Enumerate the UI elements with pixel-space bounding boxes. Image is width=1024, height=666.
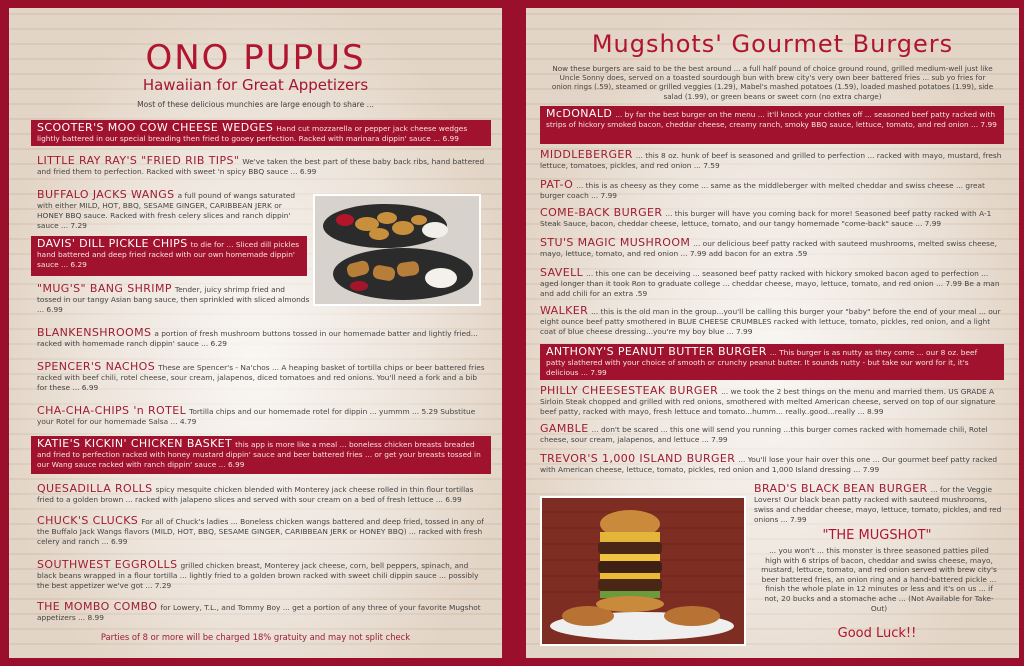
menu-item-trevors-1000-island: TREVOR'S 1,000 ISLAND BURGER ... You'll lose your hair over this one ... Our gourmet beef patty racked with American cheese, lettuce, tomato, pickles, red onion and 1,000 Island dressing ... 7.99 (540, 452, 998, 474)
menu-item-middleberger: MIDDLEBERGER ... this 8 oz. hunk of beef is seasoned and grilled to perfection ... racked with mayo, mustard, fresh lettuce, tomatoes, pickles, and red onion ... 7.59 (540, 148, 1002, 170)
menu-item-spencers-nachos: SPENCER'S NACHOS These are Spencer's - Na'chos ... A heaping basket of tortilla chips or beer battered fries racked with beef chili, rotel cheese, sour cream, jalapenos, diced tomatoes and red onions. You'll need a fork and a bib for these ... 6.99 (37, 360, 485, 392)
burgers-intro: Now these burgers are said to be the best around ... a full half pound of choice ground round, grilled medium-well just like Uncle Sonny does, served on a toasted sourdough bun with brew city's very own beer battered fries ... sub yo fries for onion rings (.59), steamed or grilled veggies (1.29), Mabel's mashed potatoes (1.59), loaded mashed potatoes (1.99), side salad (1.99), or green beans or sweet corn (no extra charge) (551, 64, 994, 101)
appetizers-intro: Most of these delicious munchies are large enough to share ... (137, 100, 374, 109)
menu-item-little-ray-ray: LITTLE RAY RAY'S "FRIED RIB TIPS" We've taken the best part of these baby back ribs, hand battered and fried them to perfection. Racked with sweet 'n spicy BBQ sauce ... 6.99 (37, 154, 485, 176)
appetizer-photo (313, 194, 481, 306)
menu-item-mcdonald: McDONALD ... by far the best burger on the menu ... it'll knock your clothes off ... seasoned beef patty racked with strips of hickory smoked bacon, cheddar cheese, creamy ranch, smoky BBQ sauce, lettuce, tomato, and red onion ... 7.99 (540, 106, 1004, 144)
appetizers-page (9, 8, 502, 658)
menu-item-buffalo-jacks: BUFFALO JACKS WANGS a full pound of wangs saturated with either MILD, HOT, BBQ, SESAME GINGER, CARIBBEAN JERK or HONEY BBQ sauce. Racked with fresh celery slices and ranch dippin' sauce ... 7.29 (37, 188, 296, 230)
menu-item-come-back-burger: COME-BACK BURGER ... this burger will have you coming back for more! Seasoned beef patty racked with A-1 Steak Sauce, bacon, cheddar cheese, lettuce, tomato, and our tangy homemade "come-back" sauce ... 7.99 (540, 206, 992, 228)
menu-item-pat-o: PAT-O ... this is as cheesy as they come ... same as the middleberger with melted cheddar and swiss cheese ... great burger coach ... 7.99 (540, 178, 985, 200)
menu-item-blankenshrooms: BLANKENSHROOMS a portion of fresh mushroom buttons tossed in our homemade batter and lightly fried... racked with homemade ranch dippin' sauce ... 6.29 (37, 326, 478, 348)
menu-item-bang-shrimp: "MUG'S" BANG SHRIMP Tender, juicy shrimp fried and tossed in our tangy Asian bang sauce, then sprinkled with sliced almonds ... 6.99 (37, 282, 310, 314)
menu-item-gamble: GAMBLE ... don't be scared ... this one will send you running ...this burger comes racked with homemade chili, Rotel cheese, sour cream, jalapenos, and lettuce ... 7.99 (540, 422, 988, 444)
menu-item-katies-chicken: KATIE'S KICKIN' CHICKEN BASKET this app is more like a meal ... boneless chicken breasts breaded and fried to perfection racked with honey mustard dippin' sauce and beer battered fries ... or get your breasts tossed in our Wang sauce racked with ranch dippin' sauce ... 6.99 (31, 436, 491, 474)
menu-item-chucks-clucks: CHUCK'S CLUCKS For all of Chuck's ladies ... Boneless chicken wangs battered and deep fried, tossed in any of the Buffalo Jack Wangs flavors (MILD, HOT, BBQ, SESAME GINGER, CARIBBEAN JERK or HONEY BBQ) ... racked with fresh celery and ranch ... 6.99 (37, 514, 484, 546)
appetizers-subtitle: Hawaiian for Great Appetizers (142, 76, 369, 94)
burgers-title: Mugshots' Gourmet Burgers (591, 30, 954, 58)
menu-item-philly-cheesesteak: PHILLY CHEESESTEAK BURGER ... we took the 2 best things on the menu and married them. US GRADE A Sirloin Steak chopped and grilled with red onions, smothered with melted American cheese, served on top of our signature beef patty, racked with mayo, fresh lettuce and tomato...humm... really..good...really ... 8.99 (540, 384, 996, 416)
menu-item-quesadilla-rolls: QUESADILLA ROLLS spicy mesquite chicken blended with Monterey jack cheese rolled in thin flour tortillas fried to a golden brown ... racked with jalapeno slices and served with sour cream on a bed of fresh lettuce ... 6.99 (37, 482, 474, 504)
menu-item-anthonys-peanut-butter: ANTHONY'S PEANUT BUTTER BURGER ... This burger is as nutty as they come ... our 8 oz. beef patty slathered with your choice of smooth or crunchy peanut butter. It sounds nutty - but take our word for it, it's delicious ... 7.99 (540, 344, 1004, 380)
gratuity-note: Parties of 8 or more will be charged 18% gratuity and may not split check (100, 632, 411, 642)
burger-photo (540, 496, 746, 646)
menu-item-walker: WALKER ... this is the old man in the group...you'll be calling this burger your "baby" before the end of your meal ... our eight ounce beef patty smothered in BLUE CHEESE CRUMBLES racked with lettuce, tomato, pickles, red onion, and a light coat of blue cheese dressing...you're my boy blue ... 7.99 (540, 304, 1001, 336)
menu-item-savell: SAVELL ... this one can be deceiving ... seasoned beef patty racked with hickory smoked bacon aged to perfection ... aged longer than it took Ron to graduate college ... cheddar cheese, mayo, lettuce, tomato, and red onion ... 7.99 Be a man and add chili for an extra .59 (540, 266, 1000, 298)
mugshot-description: ... you won't ... this monster is three seasoned patties piled high with 6 strips of bacon, cheddar and swiss cheese, mayo, mustard, lettuce, tomato, and red onion served with brew city's beer battered fries, an onion ring and a hand-battered pickle ... finish the whole plate in 12 minutes or less and it's on us ... if not, 20 bucks and a stomache ache ... (Not Available for Take-Out) (761, 546, 997, 613)
menu-item-mombo-combo: THE MOMBO COMBO for Lowery, T.L., and Tommy Boy ... get a portion of any three of your favorite Mugshot appetizers ... 8.99 (37, 600, 481, 622)
menu-item-davis-pickle: DAVIS' DILL PICKLE CHIPS to die for ... Sliced dill pickles hand battered and deep fried racked with our own homemade dippin' sauce ... 6.29 (31, 236, 307, 276)
menu-item-brads-black-bean: BRAD'S BLACK BEAN BURGER ... for the Veggie Lovers! Our black bean patty racked with sauteed mushrooms, swiss and cheddar cheese, mayo, lettuce, tomato, pickles, and red onions ... 7.99 (754, 482, 1002, 524)
appetizers-title: ONO PUPUS (145, 38, 366, 78)
menu-item-scooters: SCOOTER'S MOO COW CHEESE WEDGES Hand cut mozzarella or pepper jack cheese wedges lightly battered in our special breading then fried to gooey perfection. Racked with marinara dippin' sauce ... 6.99 (31, 120, 491, 146)
burgers-page (526, 8, 1019, 658)
good-luck-text: Good Luck!! (837, 626, 917, 641)
mugshot-name: "THE MUGSHOT" (822, 528, 932, 543)
menu-item-southwest-eggrolls: SOUTHWEST EGGROLLS grilled chicken breast, Monterey jack cheese, corn, bell peppers, spinach, and black beans wrapped in a flour tortilla ... lightly fried to a golden brown racked with sweet chili dippin sauce ... possibly the best appetizer we've got ... 7.29 (37, 558, 479, 590)
menu-item-cha-cha-chips: CHA-CHA-CHIPS 'n ROTEL Tortilla chips and our homemade rotel for dippin ... yummm ... 5.29 Substitue your Rotel for our homemade Salsa ... 4.79 (37, 404, 476, 426)
menu-item-stus-magic-mushroom: STU'S MAGIC MUSHROOM ... our delicious beef patty racked with sauteed mushrooms, melted swiss cheese, mayo, lettuce, tomato, and red onion ... 7.99 add bacon for an extra .59 (540, 236, 997, 258)
